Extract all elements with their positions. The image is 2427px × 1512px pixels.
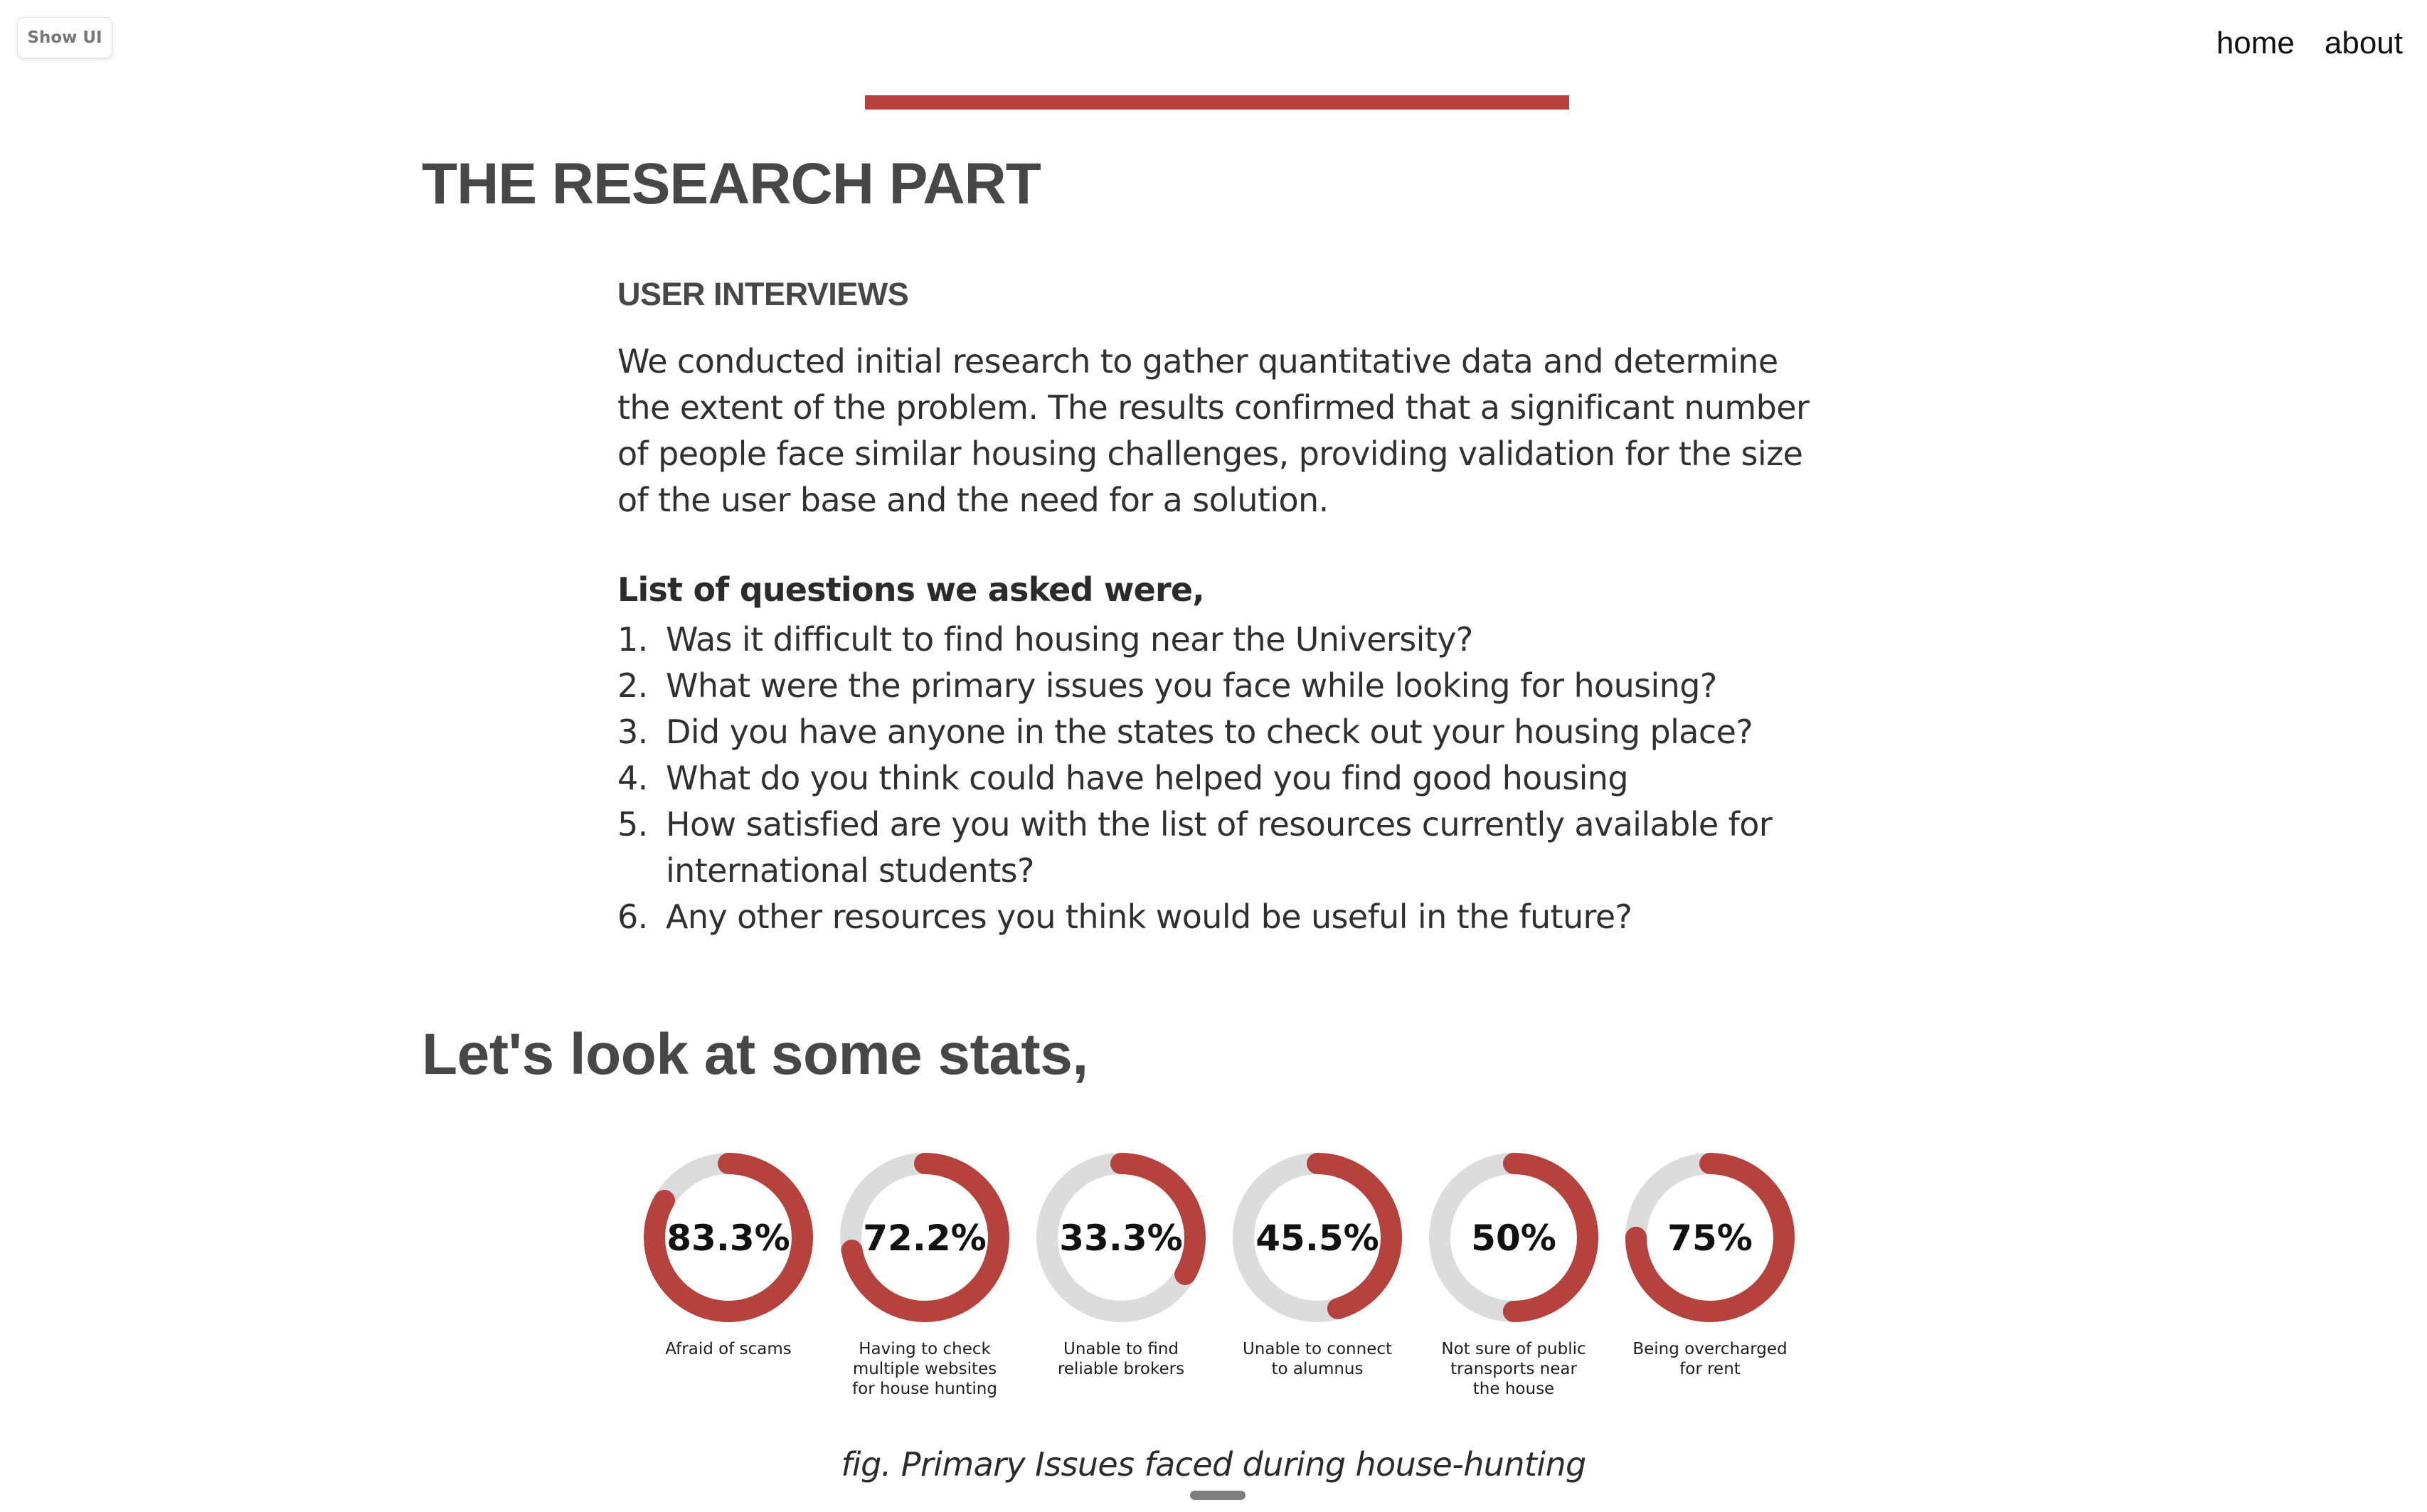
question-text: Did you have anyone in the states to check out your housing place?	[666, 713, 1753, 751]
list-item	[617, 709, 1827, 755]
donut-category-label: Having to check multiple websites for house hunting	[852, 1340, 997, 1398]
intro-paragraph: We conducted initial research to gather quantitative data and determine the extent of the problem. The results confirmed that a significant number of people face similar housing challenges, providing validation for the size of the user base and the need for a solution.	[617, 342, 1810, 519]
donut-value-label: 33.3%	[1059, 1218, 1183, 1259]
donut-category-label: Not sure of public transports near the house	[1441, 1340, 1586, 1398]
list-item	[617, 663, 1827, 709]
questions-heading: List of questions we asked were,	[617, 570, 1204, 609]
donut-value-label: 72.2%	[863, 1218, 987, 1259]
list-item	[617, 802, 1827, 894]
donut-category-label: Afraid of scams	[665, 1340, 792, 1358]
show-ui-button[interactable]: Show UI	[17, 17, 112, 58]
donut-svg	[1621, 1149, 1799, 1326]
stats-title: Let's look at some stats,	[422, 1022, 1088, 1087]
donut-svg	[836, 1149, 1014, 1326]
question-text: Was it difficult to find housing near the University?	[666, 620, 1473, 659]
nav-about-link[interactable]: about	[2324, 26, 2403, 60]
question-number: 2.	[617, 666, 648, 705]
scroll-indicator[interactable]	[1190, 1491, 1246, 1500]
question-number: 1.	[617, 620, 648, 659]
donut-category-label: Unable to find reliable brokers	[1057, 1340, 1185, 1378]
donut-chart	[630, 1149, 827, 1399]
donut-chart	[1219, 1149, 1416, 1399]
donut-charts	[630, 1149, 1808, 1399]
top-nav	[2216, 26, 2403, 61]
section-title: THE RESEARCH PART	[422, 151, 1041, 216]
list-item	[617, 617, 1827, 663]
donut-svg	[1032, 1149, 1210, 1326]
donut-value-label: 75%	[1667, 1218, 1753, 1259]
donut-category-label: Unable to connect to alumnus	[1242, 1340, 1393, 1378]
list-item	[617, 894, 1827, 940]
donut-chart	[1612, 1149, 1808, 1399]
donut-chart	[1416, 1149, 1612, 1399]
question-text: What were the primary issues you face while looking for housing?	[666, 666, 1717, 705]
donut-category-label: Being overcharged for rent	[1632, 1340, 1788, 1378]
figure-caption: fig. Primary Issues faced during house-hunting	[841, 1445, 1586, 1484]
donut-value-label: 83.3%	[667, 1218, 790, 1259]
question-number: 6.	[617, 898, 648, 936]
question-text: How satisfied are you with the list of resources currently available for international students?	[666, 805, 1773, 890]
question-text: What do you think could have helped you find good housing	[666, 759, 1628, 797]
section-subtitle: USER INTERVIEWS	[617, 276, 909, 312]
list-item	[617, 755, 1827, 802]
question-number: 5.	[617, 805, 648, 843]
donut-svg	[1228, 1149, 1406, 1326]
donut-svg	[1425, 1149, 1603, 1326]
nav-home-link[interactable]: home	[2216, 26, 2295, 60]
donut-value-label: 50%	[1471, 1218, 1556, 1259]
question-number: 4.	[617, 759, 648, 797]
donut-chart	[827, 1149, 1023, 1399]
question-text: Any other resources you think would be useful in the future?	[666, 898, 1632, 936]
donut-value-label: 45.5%	[1255, 1218, 1379, 1259]
question-number: 3.	[617, 713, 648, 751]
donut-chart	[1023, 1149, 1219, 1399]
donut-svg	[639, 1149, 817, 1326]
accent-divider	[865, 95, 1569, 110]
questions-list	[617, 617, 1827, 940]
